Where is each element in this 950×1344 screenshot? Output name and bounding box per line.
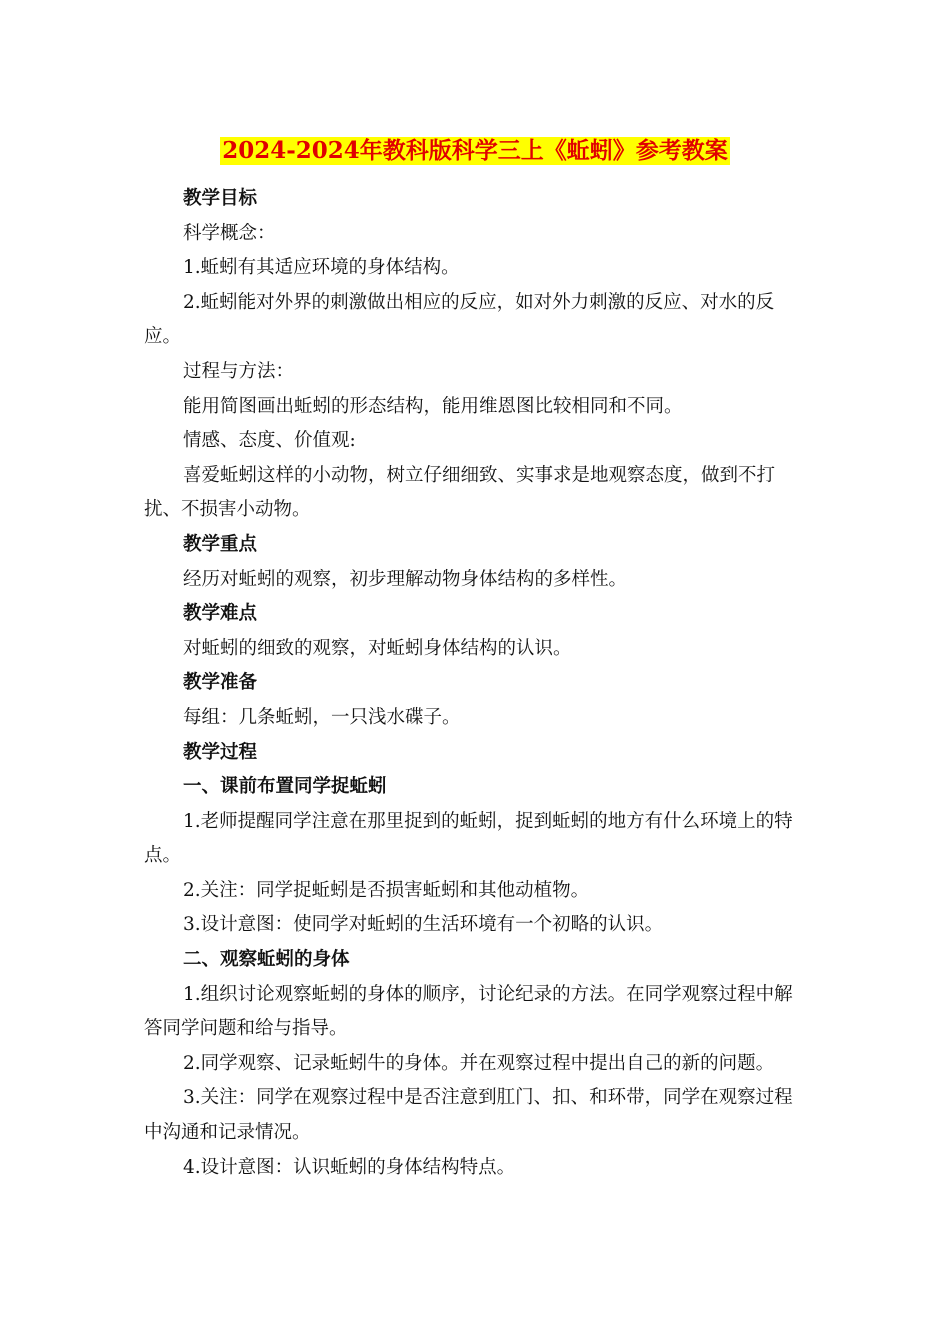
heading-difficulty: 教学难点: [183, 603, 258, 625]
emotion-item-1: 喜爱蚯蚓这样的小动物，树立仔细细致、实事求是地观察态度，做到不打扰、不损害小动物。: [144, 464, 776, 521]
emotion-label: 情感、态度、价值观:: [183, 430, 356, 452]
concept-label: 科学概念：: [183, 222, 276, 244]
heading-preparation: 教学准备: [183, 672, 258, 694]
section-1-title: 一、课前布置同学捉蚯蚓: [183, 776, 387, 798]
section-1-item-2: 2.关注：同学捉蚯蚓是否损害蚯蚓和其他动植物。: [183, 879, 590, 901]
document-title: 2024-2024年教科版科学三上《蚯蚓》参考教案: [222, 137, 728, 164]
heading-focus: 教学重点: [183, 533, 258, 555]
section-2-item-3: 3.关注：同学在观察过程中是否注意到肛门、扣、和环带，同学在观察过程中沟通和记录情况。: [144, 1087, 793, 1144]
concept-item-1: 1.蚯蚓有其适应环境的身体结构。: [183, 257, 460, 279]
section-1-item-1: 1.老师提醒同学注意在那里捉到的蚯蚓，捉到蚯蚓的地方有什么环境上的特点。: [144, 810, 793, 867]
section-2-title: 二、观察蚯蚓的身体: [183, 949, 350, 971]
concept-item-2: 2.蚯蚓能对外界的刺激做出相应的反应，如对外力刺激的反应、对水的反应。: [144, 291, 775, 348]
process-item-1: 能用简图画出蚯蚓的形态结构，能用维恩图比较相同和不同。: [183, 395, 683, 417]
title-block: [0, 137, 950, 165]
heading-objectives: 教学目标: [183, 188, 258, 209]
heading-process: 教学过程: [183, 741, 258, 763]
section-2-item-4: 4.设计意图：认识蚯蚓的身体结构特点。: [183, 1156, 516, 1178]
document-body: [144, 182, 809, 1185]
process-label: 过程与方法：: [183, 360, 295, 382]
section-2-item-1: 1.组织讨论观察蚯蚓的身体的顺序，讨论纪录的方法。在同学观察过程中解答同学问题和给与指导。: [144, 983, 793, 1040]
difficulty-item-1: 对蚯蚓的细致的观察，对蚯蚓身体结构的认识。: [183, 637, 572, 659]
focus-item-1: 经历对蚯蚓的观察，初步理解动物身体结构的多样性。: [183, 568, 628, 590]
preparation-item-1: 每组：几条蚯蚓，一只浅水碟子。: [183, 706, 461, 728]
section-1-item-3: 3.设计意图：使同学对蚯蚓的生活环境有一个初略的认识。: [183, 914, 664, 936]
section-2-item-2: 2.同学观察、记录蚯蚓牛的身体。并在观察过程中提出自己的新的问题。: [183, 1052, 775, 1074]
